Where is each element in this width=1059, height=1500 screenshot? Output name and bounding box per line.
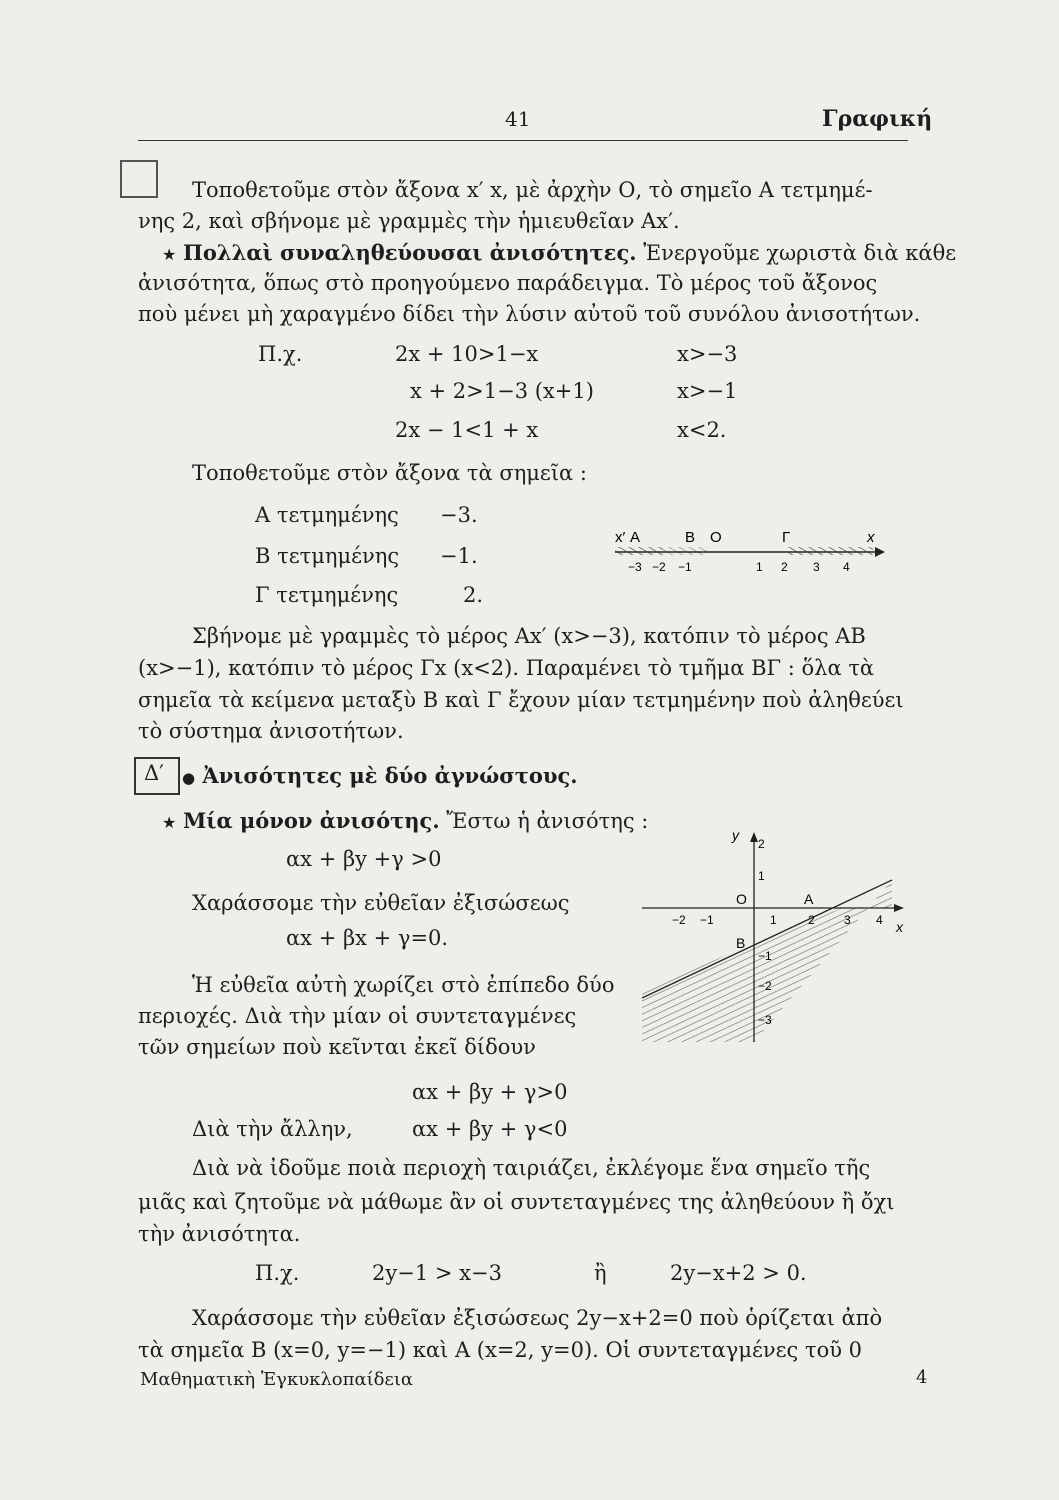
tick-m3: −3 — [628, 560, 642, 574]
footer-title: Μαθηματικὴ Ἐγκυκλοπαίδεια — [140, 1369, 414, 1390]
para6: Χαράσσομε τὴν εὐθεῖαν ἐξισώσεως — [192, 891, 570, 915]
eq1: αx + βy +γ >0 — [286, 847, 442, 871]
para9-line3: τὴν ἀνισότητα. — [138, 1222, 301, 1246]
point-a-value: −3. — [440, 503, 478, 527]
example2-rhs: 2y−x+2 > 0. — [670, 1261, 807, 1285]
axis-label-o: Ο — [710, 529, 722, 546]
ytick-m2: −2 — [758, 979, 772, 993]
example1-label: Π.χ. — [258, 342, 303, 366]
label-b: Β — [736, 935, 746, 951]
point-b-name: Β τετμημένης — [255, 544, 400, 568]
hatch-left — [615, 547, 663, 555]
para10-line1: Χαράσσομε τὴν εὐθεῖαν ἐξισώσεως 2y−x+2=0 ποὺ ὁρίζεται ἀπὸ — [192, 1306, 883, 1330]
example2-label: Π.χ. — [255, 1261, 300, 1285]
bullet-icon: ● — [182, 769, 196, 787]
example1-row2-rhs: x>−1 — [677, 379, 738, 403]
number-line-figure — [610, 525, 890, 580]
example1-row1-rhs: x>−3 — [677, 342, 738, 366]
section-box — [134, 757, 180, 795]
axis-label-xprime: x′ — [615, 529, 626, 546]
para1-line1: Τοποθετοῦμε στὸν ἄξονα x′ x, μὲ ἀρχὴν Ο, τὸ σημεῖο Α τετμημέ- — [192, 178, 873, 202]
section-title: Γραφική — [822, 106, 933, 132]
axis-label-b: Β — [685, 529, 696, 546]
section-heading — [182, 760, 578, 794]
point-g-name: Γ τετμημένης — [255, 583, 399, 607]
example1-row2-lhs: x + 2>1−3 (x+1) — [410, 379, 594, 403]
example1-row1-lhs: 2x + 10>1−x — [395, 342, 539, 366]
example2-or: ἢ — [594, 1261, 607, 1285]
ytick-m1: −1 — [758, 949, 772, 963]
para5-rest: Ἔστω ἡ ἀνισότης : — [439, 809, 649, 833]
section-d-title: Ἀνισότητες μὲ δύο ἀγνώστους. — [202, 763, 578, 788]
para2-line3: ποὺ μένει μὴ χαραγμένο δίδει τὴν λύσιν αὐτοῦ τοῦ συνόλου ἀνισοτήτων. — [138, 302, 921, 326]
axis-arrow-icon — [875, 547, 885, 557]
page-number: 41 — [505, 107, 531, 131]
example1-row3-lhs: 2x − 1<1 + x — [395, 418, 539, 442]
para4-line2: (x>−1), κατόπιν τὸ μέρος Γx (x<2). Παραμένει τὸ τμῆμα ΒΓ : ὅλα τὰ — [138, 656, 875, 680]
section-box-label: Δ′ — [144, 761, 164, 785]
label-y: y — [732, 827, 739, 843]
eq4: αx + βy + γ<0 — [412, 1117, 568, 1141]
point-b-value: −1. — [440, 544, 478, 568]
axis-label-x: x — [867, 529, 875, 546]
margin-box — [120, 160, 158, 198]
tick-3: 3 — [813, 560, 820, 574]
y-axis-arrow-icon — [750, 832, 758, 842]
footer-signature: 4 — [916, 1367, 928, 1388]
para7-line2: περιοχές. Διὰ τὴν μίαν οἱ συντεταγμένες — [138, 1004, 577, 1028]
axis-label-g: Γ — [782, 529, 791, 546]
ytick-1: 1 — [758, 869, 765, 883]
point-a-name: Α τετμημένης — [255, 503, 399, 527]
para7-line3: τῶν σημείων ποὺ κεῖνται ἐκεῖ δίδουν — [138, 1035, 536, 1059]
para3: Τοποθετοῦμε στὸν ἄξονα τὰ σημεῖα : — [192, 461, 587, 485]
hatch-ab — [663, 547, 709, 555]
axis-label-a: Α — [630, 529, 641, 546]
x-axis-arrow-icon — [894, 904, 904, 912]
header-rule — [138, 140, 908, 141]
para2-bold-lead: Πολλαὶ συναληθεύουσαι ἀνισότητες. — [183, 240, 637, 265]
eq2: αx + βx + γ=0. — [286, 926, 449, 950]
example2-lhs: 2y−1 > x−3 — [372, 1261, 502, 1285]
para2-line2: ἀνισότητα, ὅπως στὸ προηγούμενο παράδειγμα. Τὸ μέρος τοῦ ἄξονος — [138, 271, 878, 295]
xtick-m2: −2 — [672, 913, 686, 927]
tick-2: 2 — [781, 560, 788, 574]
label-a: Α — [804, 891, 814, 907]
xtick-3: 3 — [844, 913, 851, 927]
para4-line3: σημεῖα τὰ κείμενα μεταξὺ Β καὶ Γ ἔχουν μίαν τετμημένην ποὺ ἀληθεύει — [138, 688, 904, 712]
label-x: x — [896, 919, 903, 935]
para9-line1: Διὰ νὰ ἰδοῦμε ποιὰ περιοχὴ ταιριάζει, ἐκλέγομε ἕνα σημεῖο τῆς — [192, 1156, 871, 1180]
para4-line4: τὸ σύστημα ἀνισοτήτων. — [138, 719, 404, 743]
para8-label: Διὰ τὴν ἄλλην, — [192, 1117, 353, 1141]
para2-line1 — [162, 237, 956, 270]
para9-line2: μιᾶς καὶ ζητοῦμε νὰ μάθωμε ἂν οἱ συντεταγμένες της ἀληθεύουν ἢ ὄχι — [138, 1190, 895, 1214]
tick-4: 4 — [843, 560, 850, 574]
para1-line2: νης 2, καὶ σβήνομε μὲ γραμμὲς τὴν ἡμιευθεῖαν Αx′. — [138, 209, 680, 233]
xtick-m1: −1 — [700, 913, 714, 927]
para5-bold-lead: Μία μόνον ἀνισότης. — [183, 808, 440, 833]
ytick-2: 2 — [758, 837, 765, 851]
xtick-4: 4 — [876, 913, 883, 927]
hatch-right — [788, 547, 873, 555]
eq3: αx + βy + γ>0 — [412, 1080, 568, 1104]
label-o: Ο — [736, 891, 747, 907]
tick-m2: −2 — [652, 560, 666, 574]
plane-figure — [632, 820, 912, 1060]
para4-line1: Σβήνομε μὲ γραμμὲς τὸ μέρος Αx′ (x>−3), κατόπιν τὸ μέρος ΑΒ — [192, 624, 866, 648]
star-icon: ★ — [162, 245, 177, 264]
para2-rest: Ἐνεργοῦμε χωριστὰ διὰ κάθε — [636, 241, 957, 265]
ytick-m3: −3 — [758, 1013, 772, 1027]
tick-1: 1 — [756, 560, 763, 574]
para5 — [162, 805, 648, 838]
para10-line2: τὰ σημεῖα Β (x=0, y=−1) καὶ Α (x=2, y=0). Οἱ συντεταγμένες τοῦ 0 — [138, 1338, 863, 1362]
xtick-1: 1 — [770, 913, 777, 927]
tick-m1: −1 — [678, 560, 692, 574]
point-g-value: 2. — [463, 583, 484, 607]
example1-row3-rhs: x<2. — [677, 418, 727, 442]
para7-line1: Ἡ εὐθεῖα αὐτὴ χωρίζει στὸ ἐπίπεδο δύο — [192, 973, 615, 997]
xtick-2: 2 — [808, 913, 815, 927]
star-icon-2: ★ — [162, 813, 177, 832]
